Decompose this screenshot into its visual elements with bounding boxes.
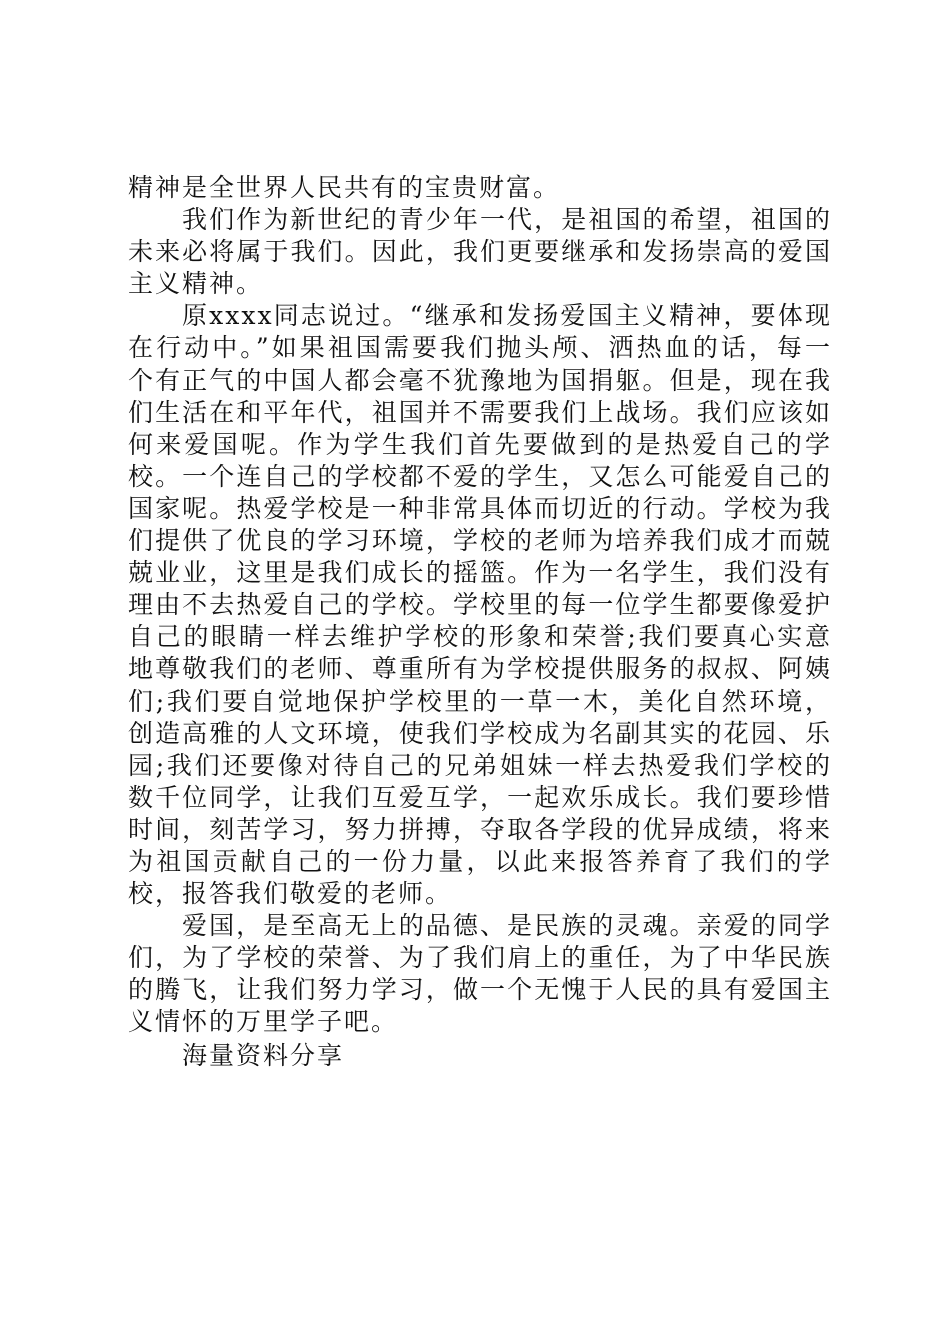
document-body [128, 172, 832, 1039]
paragraph-continuation: 精神是全世界人民共有的宝贵财富。 [128, 173, 561, 202]
footer-note: 海量资料分享 [182, 1041, 345, 1070]
paragraph-youth: 我们作为新世纪的青少年一代，是祖国的希望，祖国的未来必将属于我们。因此，我们更要继承和发扬崇高的爱国主义精神。 [128, 205, 832, 299]
paragraph-conclusion: 爱国，是至高无上的品德、是民族的灵魂。亲爱的同学们，为了学校的荣誉、为了我们肩上的重任，为了中华民族的腾飞，让我们努力学习，做一个无愧于人民的具有爱国主义情怀的万里学子吧。 [128, 911, 832, 1037]
paragraph-love-school: 原xxxx同志说过。“继承和发扬爱国主义精神，要体现在行动中。”如果祖国需要我们抛头颅、洒热血的话，每一个有正气的中国人都会毫不犹豫地为国捐躯。但是，现在我们生活在和平年代，祖国并不需要我们上战场。我们应该如何来爱国呢。作为学生我们首先要做到的是热爱自己的学校。一个连自己的学校都不爱的学生，又怎么可能爱自己的国家呢。热爱学校是一种非常具体而切近的行动。学校为我们提供了优良的学习环境，学校的老师为培养我们成才而兢兢业业，这里是我们成长的摇篮。作为一名学生，我们没有理由不去热爱自己的学校。学校里的每一位学生都要像爱护自己的眼睛一样去维护学校的形象和荣誉;我们要真心实意地尊敬我们的老师、尊重所有为学校提供服务的叔叔、阿姨们;我们要自觉地保护学校里的一草一木，美化自然环境，创造高雅的人文环境，使我们学校成为名副其实的花园、乐园;我们还要像对待自己的兄弟姐妹一样去热爱我们学校的数千位同学，让我们互爱互学，一起欢乐成长。我们要珍惜时间，刻苦学习，努力拼搏，夺取各学段的优异成绩，将来为祖国贡献自己的一份力量，以此来报答养育了我们的学校，报答我们敬爱的老师。 [128, 301, 832, 909]
